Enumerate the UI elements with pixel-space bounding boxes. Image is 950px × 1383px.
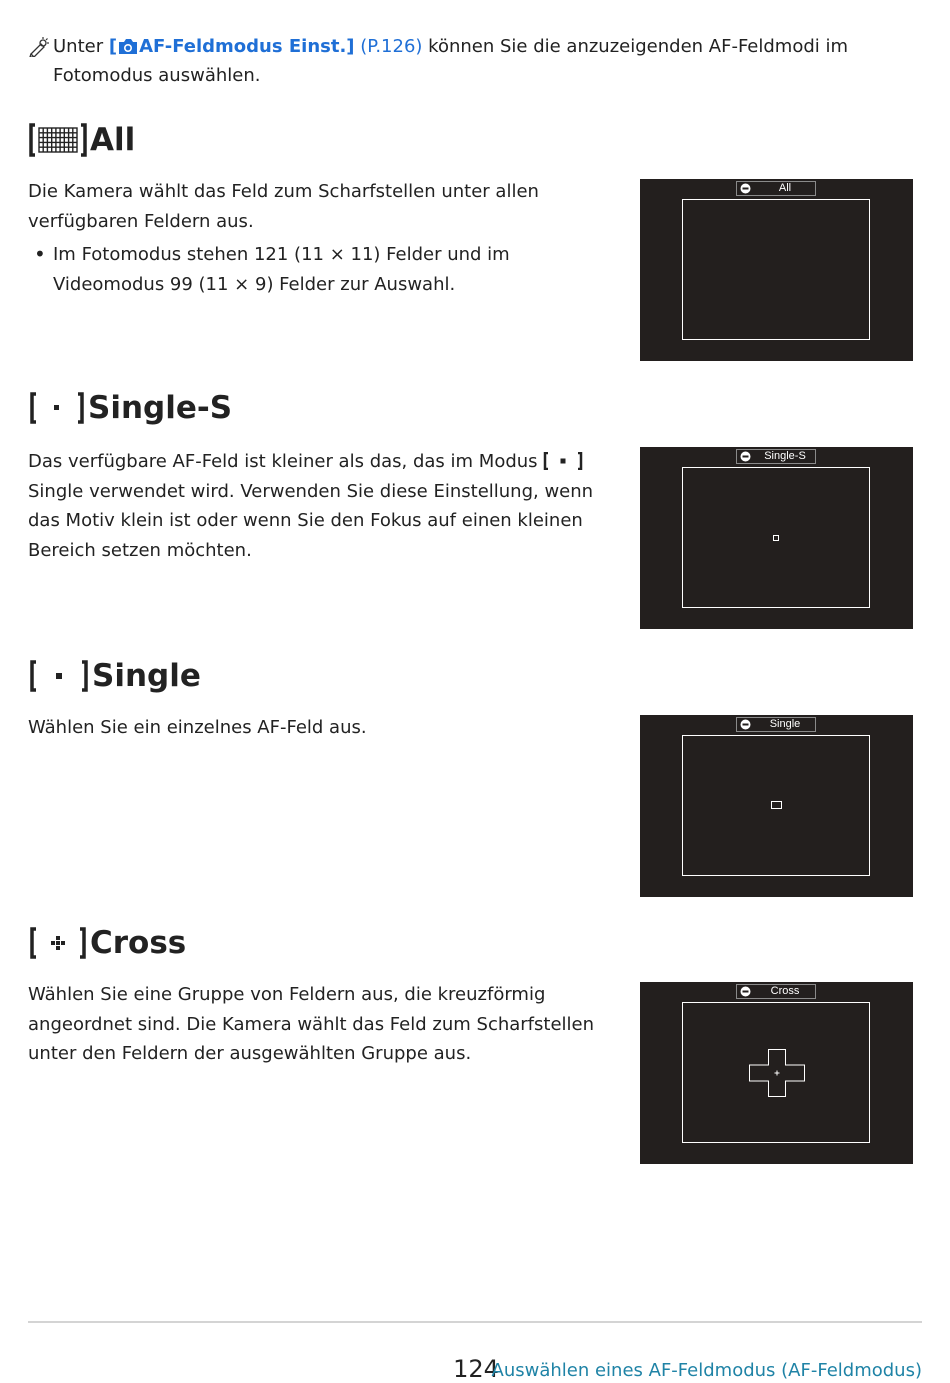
screen-mode-label: Single-S	[736, 449, 816, 464]
af-area-frame	[682, 1002, 870, 1143]
screen-mode-label: Single	[736, 717, 816, 732]
af-area-frame	[682, 735, 870, 876]
section-body-cross: Wählen Sie eine Gruppe von Feldern aus, die kreuzförmig angeordnet sind. Die Kamera wählt das Feld zum Scharfstellen unter den Feldern der ausgewählten Gruppe aus.	[28, 984, 595, 1064]
af-all-icon	[28, 123, 88, 157]
af-cross-icon	[28, 926, 88, 960]
section-title-single-s-text: Single-S	[88, 390, 233, 426]
af-area-frame	[682, 199, 870, 340]
section-title-cross-text: Cross	[90, 925, 187, 961]
screen-mode-label: All	[736, 181, 816, 196]
af-target-icon	[740, 719, 751, 730]
footer-divider	[28, 1321, 922, 1323]
page-number: 124	[453, 1355, 499, 1383]
section-title-single	[28, 656, 201, 696]
af-target-icon	[740, 986, 751, 997]
tip-note	[28, 32, 928, 90]
af-point-small	[773, 535, 779, 541]
af-single-inline-icon	[543, 452, 583, 470]
page-reference-link[interactable]: (P.126)	[360, 36, 423, 57]
af-field-settings-link[interactable]: [ AF-Feldmodus Einst.]	[108, 36, 355, 57]
af-cross-pattern	[748, 1048, 806, 1098]
section-title-single-s	[28, 388, 232, 428]
af-target-icon	[740, 451, 751, 462]
list-item: • Im Fotomodus stehen 121 (11 × 11) Felder und im Videomodus 99 (11 × 9) Felder zur Auswahl.	[28, 240, 620, 299]
inline-single-mode	[543, 451, 583, 472]
section-body-all	[28, 177, 620, 299]
section-title-all	[28, 120, 135, 160]
section-body-single: Wählen Sie ein einzelnes AF-Feld aus.	[28, 717, 367, 738]
af-single-icon	[28, 659, 90, 693]
af-single-s-icon	[28, 391, 86, 425]
bullet-list	[28, 240, 620, 299]
tip-text-before: Unter	[53, 36, 109, 57]
screen-cross	[640, 982, 913, 1164]
screen-single-s	[640, 447, 913, 629]
camera-icon	[117, 37, 139, 55]
af-area-frame	[682, 467, 870, 608]
chapter-title-link[interactable]: Auswählen eines AF-Feldmodus (AF-Feldmodus)	[491, 1360, 922, 1381]
tip-text-after: können Sie die anzuzeigenden AF-Feldmodi im Fotomodus auswählen.	[53, 36, 849, 86]
screen-single	[640, 715, 913, 897]
screen-mode-label: Cross	[736, 984, 816, 999]
section-title-all-text: All	[90, 122, 136, 158]
af-point	[771, 801, 782, 809]
section-title-cross	[28, 923, 186, 963]
section-title-single-text: Single	[92, 658, 201, 694]
paragraph: Die Kamera wählt das Feld zum Scharfstellen unter allen verfügbaren Feldern aus.	[28, 181, 539, 232]
tip-pencil-icon	[28, 37, 50, 57]
af-target-icon	[740, 183, 751, 194]
screen-all	[640, 179, 913, 361]
section-body-single-s: Das verfügbare AF-Feld ist kleiner als das, das im Modus Single verwendet wird. Verwenden Sie diese Einstellung, wenn das Motiv klein ist oder wenn Sie den Fokus auf einen kleinen Bereich setzen möchten.	[28, 451, 594, 561]
